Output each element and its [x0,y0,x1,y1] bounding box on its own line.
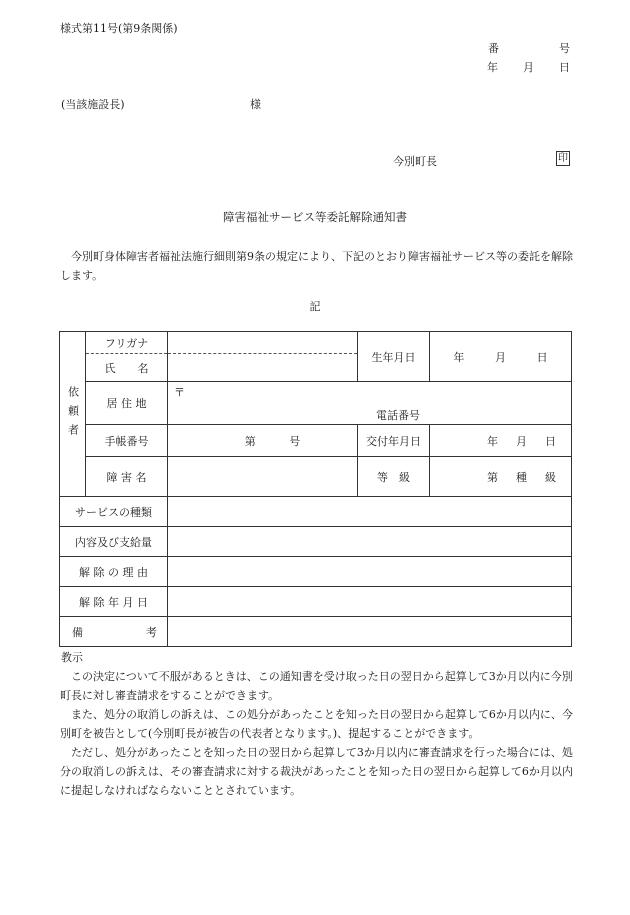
notice-title: 教示 [61,651,83,664]
furigana-label: フリガナ [86,332,168,354]
birth-date-label: 生年月日 [358,332,430,382]
birth-month-label: 月 [494,350,506,364]
grade-kyu-label: 級 [545,470,556,484]
issue-date-label: 交付年月日 [358,425,430,457]
grade-label: 等 級 [358,457,430,497]
document-title: 障害福祉サービス等委託解除通知書 [223,210,407,224]
addressee-label: (当該施設長) [61,98,125,111]
remarks-field[interactable] [168,617,572,647]
birth-date-field[interactable] [430,332,572,382]
furigana-field[interactable] [168,332,358,354]
seal-mark: 印 [558,153,568,164]
disability-name-field[interactable] [168,457,358,497]
notice-paragraph-1: この決定について不服があるときは、この通知書を受け取った日の翌日から起算して3か月以内に今別町長に対し審査請求をすることができます。 [60,670,573,702]
date-year-label: 年 [487,61,498,74]
grade-field[interactable] [430,457,572,497]
issue-date-field[interactable] [430,425,572,457]
service-type-label: サービスの種類 [60,497,168,527]
issue-year-label: 年 [487,434,498,448]
ki-heading: 記 [309,300,321,313]
release-reason-field[interactable] [168,557,572,587]
grade-dai-label: 第 [487,470,498,484]
address-label: 居 住 地 [86,382,168,425]
content-amount-label: 内容及び支給量 [60,527,168,557]
service-type-field[interactable] [168,497,572,527]
handbook-dai-label: 第 [244,434,256,448]
content-amount-field[interactable] [168,527,572,557]
date-month-label: 月 [523,61,534,74]
phone-label: 電話番号 [376,409,420,422]
number-suffix: 号 [559,42,570,55]
release-date-label: 解 除 年 月 日 [60,587,168,617]
handbook-number-label: 手帳番号 [86,425,168,457]
grade-shu-label: 種 [516,470,527,484]
notice-paragraph-3: ただし、処分があったことを知った日の翌日から起算して3か月以内に審査請求を行った場合には、処分の取消しの訴えは、その審査請求に対する裁決があったことを知った日の翌日から起算して6か月以内に提起しなければならないこととされています。 [60,746,573,797]
remarks-label-1: 備 [72,625,83,639]
disability-name-label: 障 害 名 [86,457,168,497]
handbook-number-field[interactable] [168,425,358,457]
issue-month-label: 月 [516,434,527,448]
remarks-label-2: 考 [146,625,157,639]
form-number: 様式第11号(第9条関係) [60,22,178,35]
notice-paragraph-2: また、処分の取消しの訴えは、この処分があったことを知った日の翌日から起算して6か月以内に、今別町を被告として(今別町長が被告の代表者となります。)、提起することができます。 [60,708,573,740]
issue-day-label: 日 [545,434,556,448]
number-label: 番 [488,42,499,55]
release-date-field[interactable] [168,587,572,617]
birth-day-label: 日 [536,350,548,364]
release-reason-label: 解 除 の 理 由 [60,557,168,587]
body-text: 今別町身体障害者福祉法施行細則第9条の規定により、下記のとおり障害福祉サービス等の委託を解除します。 [60,250,573,282]
form-table [59,331,572,647]
date-day-label: 日 [559,61,570,74]
applicant-label: 依頼者 [60,332,86,497]
addressee-honorific: 様 [250,98,261,111]
name-label: 氏 名 [86,354,168,382]
address-field[interactable] [168,382,572,425]
handbook-go-label: 号 [289,434,301,448]
name-field[interactable] [168,354,358,382]
sender-name: 今別町長 [393,155,437,168]
postal-mark: 〒 [174,386,185,399]
remarks-label [60,617,168,647]
birth-year-label: 年 [453,350,465,364]
